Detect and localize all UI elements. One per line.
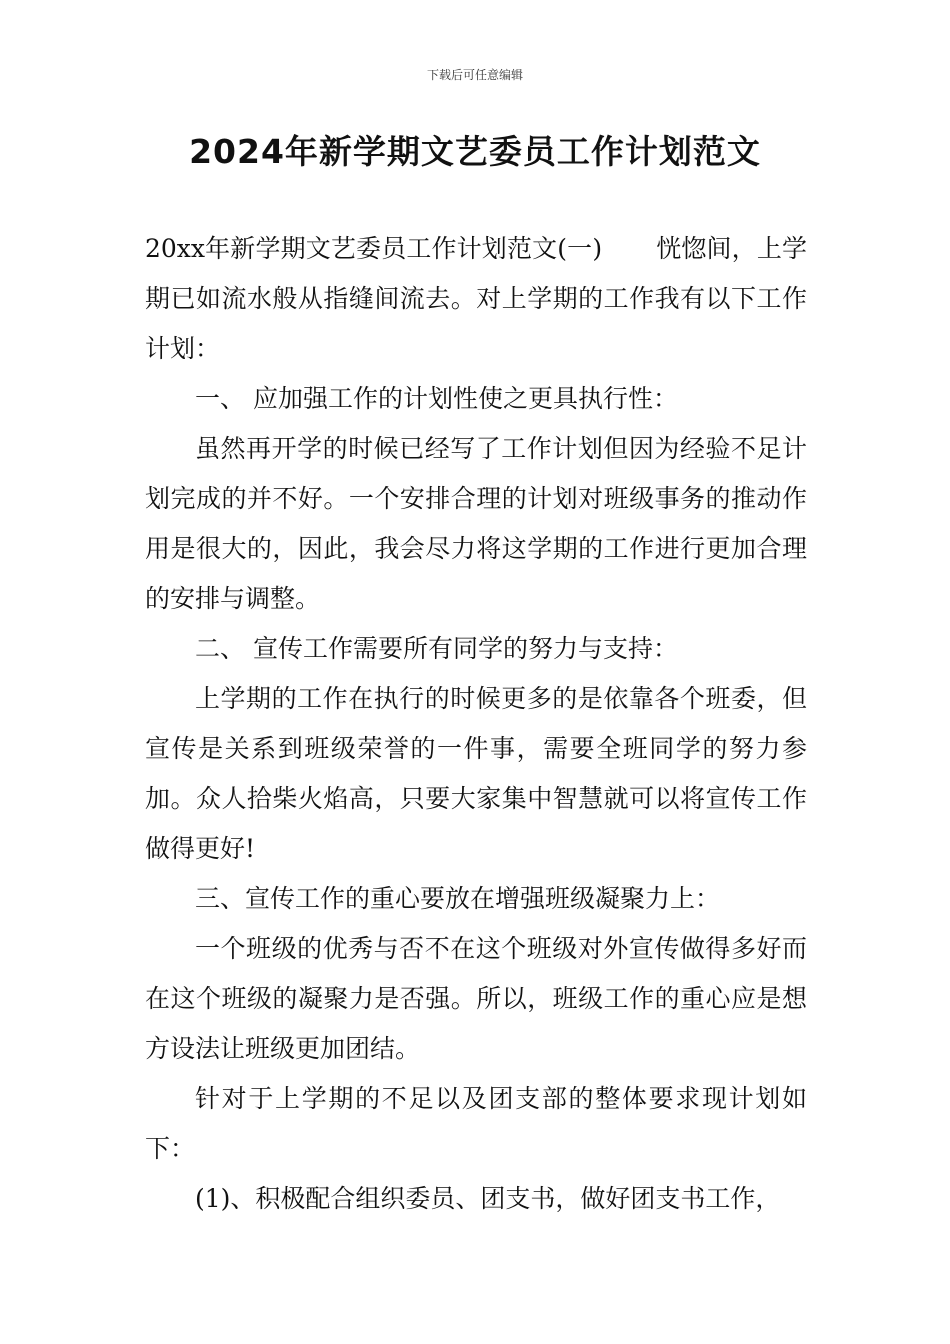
section3-text: 一个班级的优秀与否不在这个班级对外宣传做得多好而在这个班级的凝聚力是否强。所以，班级工作的重心应是想方设法让班级更加团结。 [145, 934, 807, 1063]
section2-text: 上学期的工作在执行的时候更多的是依靠各个班委，但宣传是关系到班级荣誉的一件事，需要全班同学的努力参加。众人拾柴火焰高，只要大家集中智慧就可以将宣传工作做得更好! [145, 684, 807, 863]
section2-heading: 二、 宣传工作需要所有同学的努力与支持： [195, 634, 678, 663]
document-title: 2024年新学期文艺委员工作计划范文 [189, 132, 761, 171]
intro-text: 恍惚间，上学期已如流水般从指缝间流去。对上学期的工作我有以下工作计划： [145, 234, 807, 363]
intro-heading: 20xx年新学期文艺委员工作计划范文(一) [145, 234, 603, 263]
document-body [145, 224, 807, 1224]
plan-item-1: (1)、积极配合组织委员、团支书，做好团支书工作， [195, 1184, 781, 1213]
section3-heading: 三、宣传工作的重心要放在增强班级凝聚力上： [195, 884, 721, 913]
download-note: 下载后可任意编辑 [426, 68, 523, 82]
section1-text: 虽然再开学的时候已经写了工作计划但因为经验不足计划完成的并不好。一个安排合理的计划对班级事务的推动作用是很大的，因此，我会尽力将这学期的工作进行更加合理的安排与调整。 [145, 434, 807, 613]
section1-heading: 一、 应加强工作的计划性使之更具执行性： [195, 384, 678, 413]
intro-paragraph [145, 224, 807, 374]
plan-intro: 针对于上学期的不足以及团支部的整体要求现计划如下： [145, 1084, 807, 1163]
